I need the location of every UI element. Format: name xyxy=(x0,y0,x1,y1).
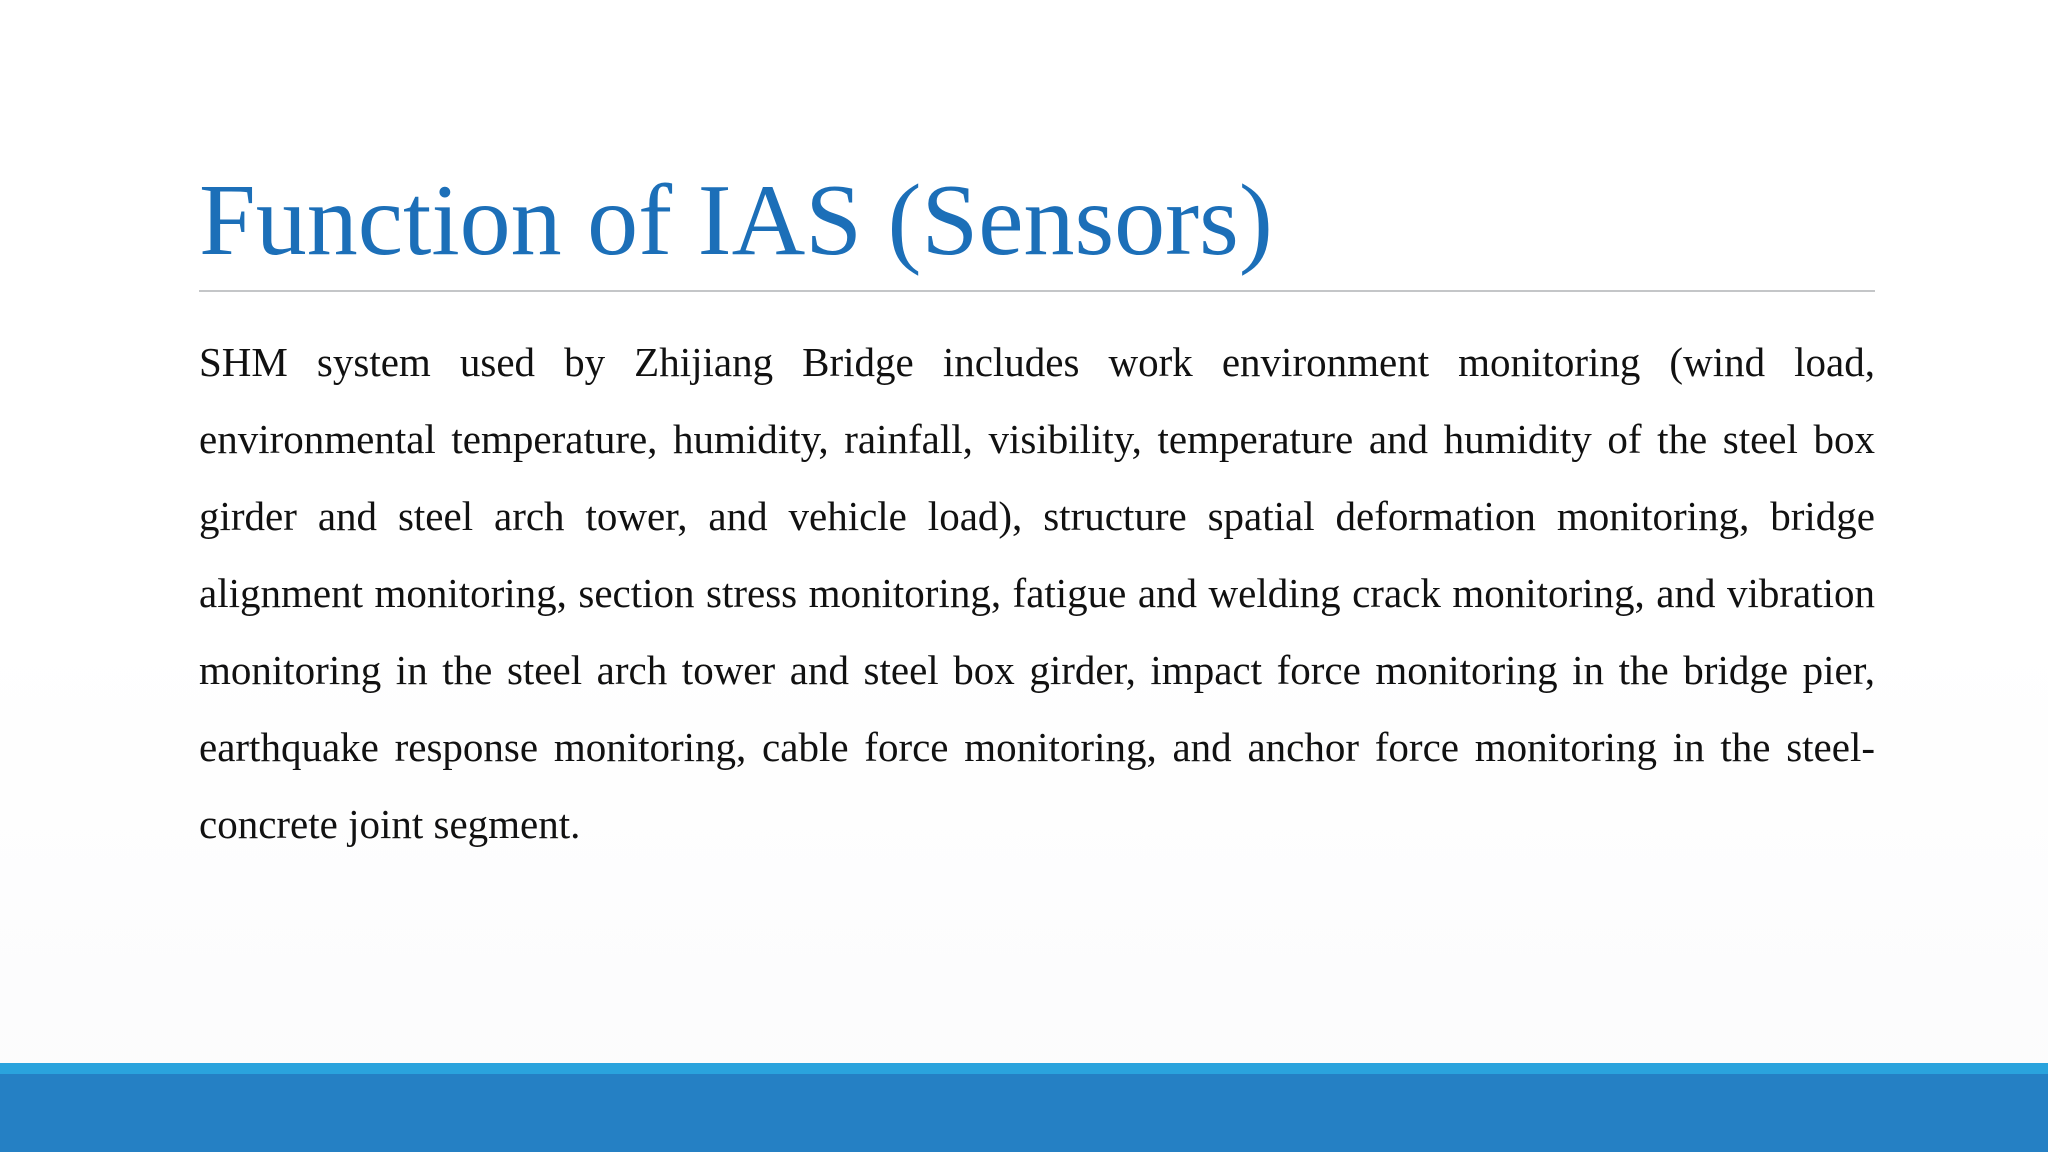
footer-bar xyxy=(0,1074,2048,1152)
footer-accent-stripe xyxy=(0,1063,2048,1074)
slide-title: Function of IAS (Sensors) xyxy=(199,164,1273,277)
slide-body-text: SHM system used by Zhijiang Bridge includes work environment monitoring (wind load, environmental temperature, humidity, rainfall, visibility, temperature and humidity of the steel box girder and steel arch tower, and vehicle load), structure spatial deformation monitoring, bridge alignment monitoring, section stress monitoring, fatigue and welding crack monitoring, and vibration monitoring in the steel arch tower and steel box girder, impact force monitoring in the bridge pier, earthquake response monitoring, cable force monitoring, and anchor force monitoring in the steel-concrete joint segment. xyxy=(199,339,1875,847)
title-divider xyxy=(199,290,1875,292)
